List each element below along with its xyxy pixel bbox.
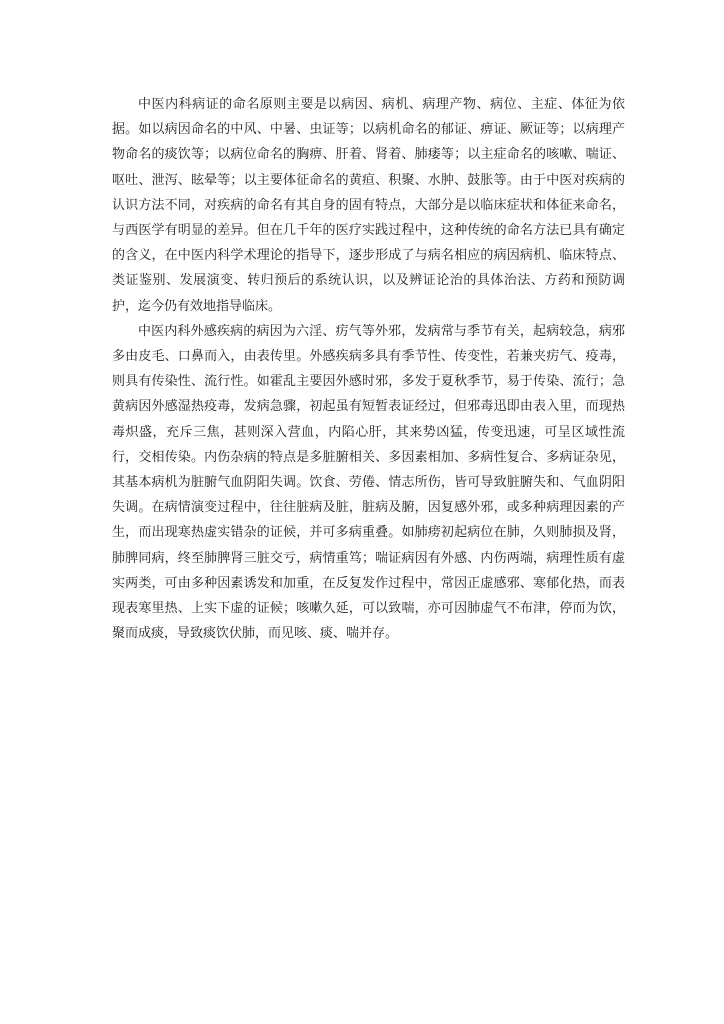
document-body	[112, 92, 625, 646]
paragraph-external-internal-diseases: 中医内科外感疾病的病因为六淫、疠气等外邪，发病常与季节有关，起病较急，病邪多由皮毛、口鼻而入，由表传里。外感疾病多具有季节性、传变性，若兼夹疠气、疫毒，则具有传染性、流行性。如霍乱主要因外感时邪，多发于夏秋季节，易于传染、流行；急黄病因外感湿热疫毒，发病急骤，初起虽有短暂表证经过，但邪毒迅即由表入里，而现热毒炽盛，充斥三焦，甚则深入营血，内陷心肝，其来势凶猛，传变迅速，可呈区域性流行，交相传染。内伤杂病的特点是多脏腑相关、多因素相加、多病性复合、多病证杂见，其基本病机为脏腑气血阴阳失调。饮食、劳倦、情志所伤，皆可导致脏腑失和、气血阴阳失调。在病情演变过程中，往往脏病及脏，脏病及腑，因复感外邪，或多种病理因素的产生，而出现寒热虚实错杂的证候，并可多病重叠。如肺痨初起病位在肺，久则肺损及肾，肺脾同病，终至肺脾肾三脏交亏，病情重笃；喘证病因有外感、内伤两端，病理性质有虚实两类，可由多种因素诱发和加重，在反复发作过程中，常因正虚感邪、寒郁化热，而表现表寒里热、上实下虚的证候；咳嗽久延，可以致喘，亦可因肺虚气不布津，停而为饮，聚而成痰，导致痰饮伏肺，而见咳、痰、喘并存。	[112, 323, 625, 642]
paragraph-disease-naming: 中医内科病证的命名原则主要是以病因、病机、病理产物、病位、主症、体征为依据。如以病因命名的中风、中暑、虫证等；以病机命名的郁证、痹证、厥证等；以病理产物命名的痰饮等；以病位命名的胸痹、肝着、肾着、肺痿等；以主症命名的咳嗽、喘证、呕吐、泄泻、眩晕等；以主要体征命名的黄疸、积聚、水肿、鼓胀等。由于中医对疾病的认识方法不同，对疾病的命名有其自身的固有特点，大部分是以临床症状和体征来命名，与西医学有明显的差异。但在几千年的医疗实践过程中，这种传统的命名方法已具有确定的含义，在中医内科学术理论的指导下，逐步形成了与病名相应的病因病机、临床特点、类证鉴别、发展演变、转归预后的系统认识，以及辨证论治的具体治法、方药和预防调护，迄今仍有效地指导临床。	[112, 97, 625, 314]
